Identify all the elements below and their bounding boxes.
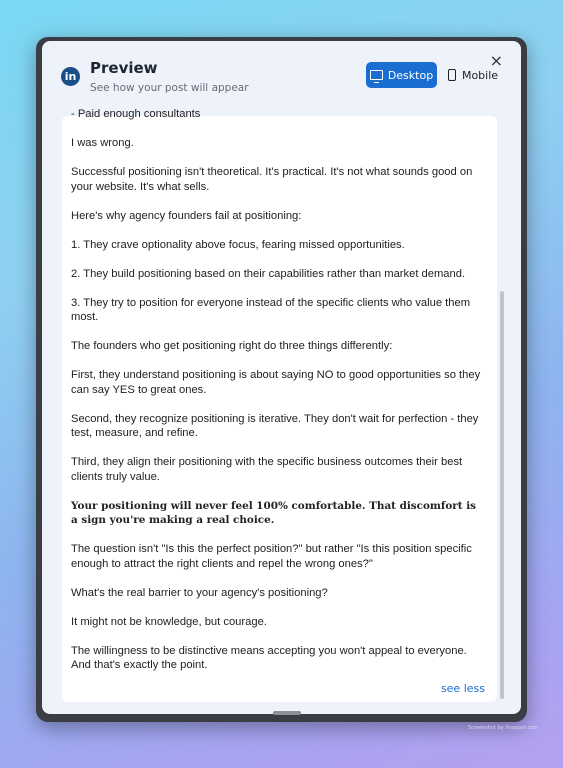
post-line: Third, they align their positioning with the specific business outcomes their best clients truly value. bbox=[71, 456, 463, 483]
post-line: What's the real barrier to your agency's positioning? bbox=[71, 586, 328, 599]
post-line: - Paid enough consultants bbox=[71, 108, 201, 120]
preview-modal bbox=[42, 41, 521, 714]
see-less-link[interactable]: see less bbox=[440, 682, 485, 695]
modal-subtitle: See how your post will appear bbox=[90, 82, 249, 94]
post-line: I was wrong. bbox=[71, 137, 134, 149]
post-line: 2. They build positioning based on their capabilities rather than market demand. bbox=[71, 267, 466, 280]
post-line: The question isn't "Is this the perfect position?" but rather "Is this position specific enough to attract the right clients and repel the wrong ones?" bbox=[71, 543, 472, 570]
mobile-button[interactable] bbox=[445, 62, 501, 88]
monitor-icon bbox=[370, 70, 383, 80]
watermark: Screenshot by Xnapper.com bbox=[468, 725, 539, 731]
post-line: Here's why agency founders fail at positioning: bbox=[71, 209, 302, 222]
modal-title: Preview bbox=[90, 59, 158, 77]
mobile-label: Mobile bbox=[461, 68, 499, 82]
home-indicator bbox=[273, 711, 301, 715]
device-frame bbox=[36, 37, 527, 722]
scrollbar[interactable] bbox=[500, 291, 504, 699]
phone-icon bbox=[448, 69, 456, 81]
post-line-bold: Your positioning will never feel 100% comfortable. That discomfort is a sign you're making a real choice. bbox=[71, 499, 477, 526]
desktop-button[interactable] bbox=[366, 62, 437, 88]
post-card bbox=[62, 108, 497, 702]
post-line: The founders who get positioning right do three things differently: bbox=[71, 340, 393, 352]
post-line: 3. They try to position for everyone instead of the specific clients who value them most. bbox=[71, 296, 471, 323]
desktop-label: Desktop bbox=[387, 68, 434, 82]
post-line: First, they understand positioning is about saying NO to good opportunities so they can say YES to great ones. bbox=[71, 369, 481, 396]
linkedin-icon: in bbox=[61, 67, 80, 86]
post-line: It might not be knowledge, but courage. bbox=[71, 615, 267, 628]
post-line: Second, they recognize positioning is iterative. They don't wait for perfection - they test, measure, and refine. bbox=[71, 412, 479, 439]
post-line: Successful positioning isn't theoretical. It's practical. It's not what sounds good on your website. It's what sells. bbox=[71, 166, 473, 193]
post-content bbox=[71, 107, 481, 687]
post-line: The willingness to be distinctive means accepting you won't appeal to everyone. And that's exactly the point. bbox=[71, 644, 467, 671]
post-line: 1. They crave optionality above focus, fearing missed opportunities. bbox=[71, 238, 405, 251]
close-icon[interactable]: × bbox=[489, 51, 503, 70]
